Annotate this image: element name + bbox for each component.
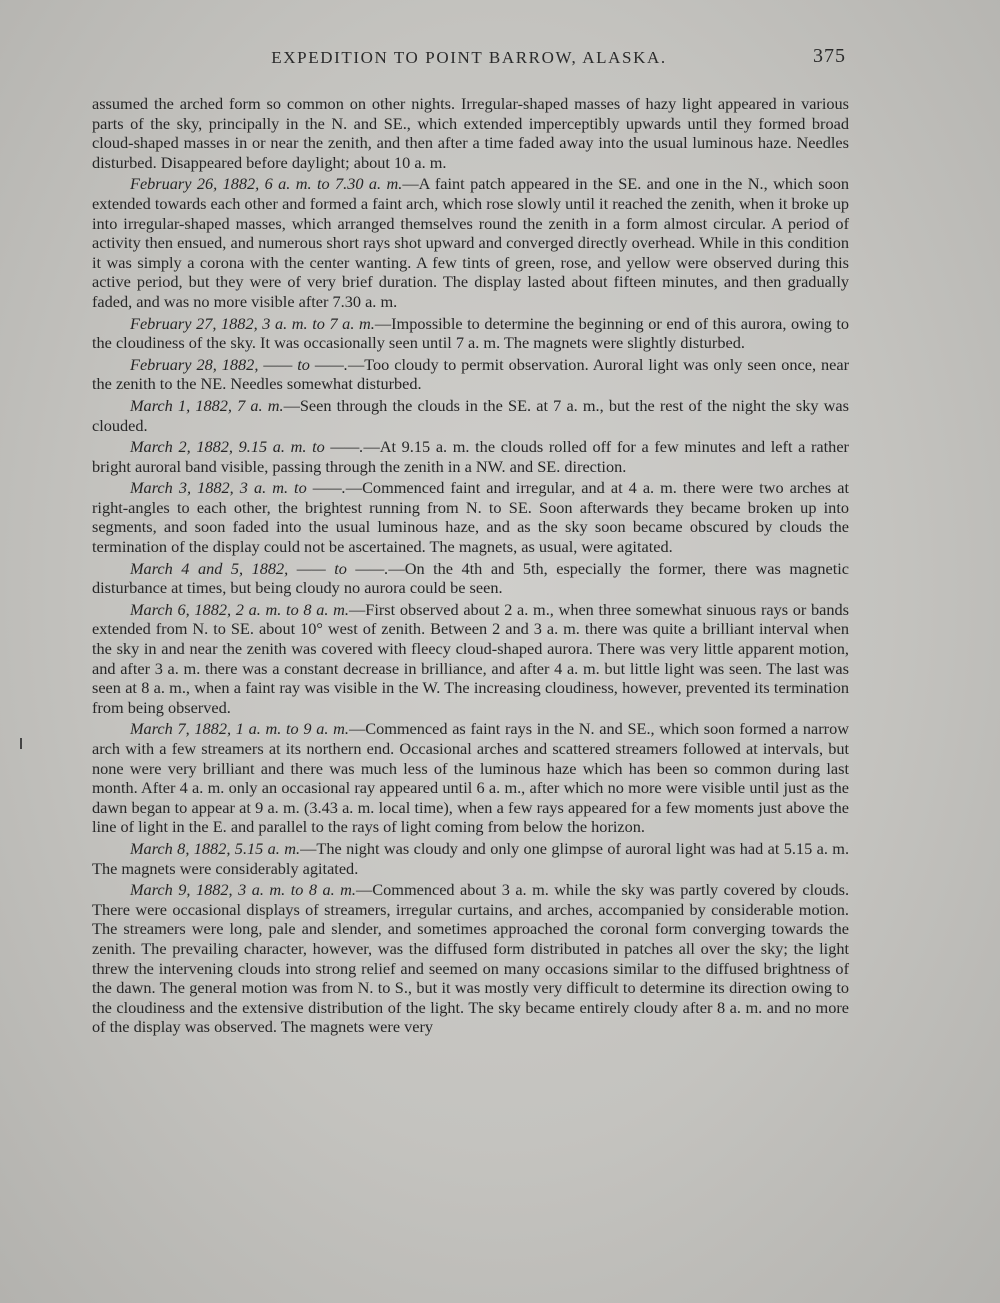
entry-time: 9.15 a. m. to ——. (238, 437, 364, 457)
paragraph-continuation (92, 94, 849, 172)
entry-text: —Seen through the clouds in the SE. at 7 a. m., but the rest of the night the sky was clouded. (92, 395, 849, 435)
entry-march-6 (92, 600, 849, 718)
entry-date: March 3, 1882, (130, 478, 240, 498)
entry-march-7 (92, 719, 849, 837)
entry-march-2 (92, 437, 849, 476)
entry-march-3 (92, 478, 849, 556)
entry-date: March 2, 1882, (130, 437, 239, 457)
entry-date: March 7, 1882, (130, 719, 236, 739)
entry-march-4-5 (92, 559, 849, 598)
entry-date: February 27, 1882, (130, 313, 263, 333)
entry-text: —Commenced faint and irregular, and at 4 a. m. there were two arches at right-angles to each other, the brightest running from N. to SE. Soon afterwards they became broken up into segments, and soon faded into the usual luminous haze, and as the sky soon became obscured by clouds the termination of the display could not be ascertained. The magnets, as usual, were agitated. (92, 478, 849, 557)
page-number: 375 (813, 45, 846, 67)
entry-text: —Commenced about 3 a. m. while the sky was partly covered by clouds. There were occasional displays of streamers, irregular curtains, and arches, accompanied by considerable motion. The streamers were long, pale and slender, and sometimes approached the coronal form converging towards the zenith. The prevailing character, however, was the diffused form distributed in patches all over the sky; the light threw the intervening clouds into strong relief and seemed on many occasions similar to the diffused brightness of the dawn. The general motion was from N. to S., but it was mostly very difficult to determine its direction owing to the cloudiness and the extensive distribution of the light. The sky became entirely cloudy after 8 a. m. and no more of the display was observed. The magnets were very (92, 880, 850, 1037)
body-text (92, 94, 849, 1037)
entry-february-26 (92, 174, 849, 311)
entry-march-1 (92, 396, 849, 435)
entry-text: —Too cloudy to permit observation. Auroral light was only seen once, near the zenith to the NE. Needles somewhat disturbed. (92, 354, 849, 394)
entry-time: —— to ——. (296, 558, 389, 578)
entry-time: 5.15 a. m. (234, 838, 301, 858)
entry-text: —On the 4th and 5th, especially the former, there was magnetic disturbance at times, but being cloudy no aurora could be seen. (92, 558, 849, 598)
entry-text: —At 9.15 a. m. the clouds rolled off for a few minutes and left a rather bright auroral band visible, passing through the zenith in a NW. and SE. direction. (92, 437, 849, 476)
entry-text: —Impossible to determine the beginning or end of this aurora, owing to the cloudiness of the sky. It was occasionally seen until 7 a. m. The magnets were slightly disturbed. (92, 313, 849, 353)
entry-text: —Commenced as faint rays in the N. and SE., which soon formed a narrow arch with a few streamers at its northern end. Occasional arches and scattered streamers followed at intervals, but none were very brilliant and there was much less of the luminous haze which has been so common during last month. After 4 a. m. only an occasional ray appeared until 6 a. m., after which no more were visible until just as the dawn began to appear at 9 a. m. (3.43 a. m. local time), when a few rays appeared for a few moments just above the line of light in the E. and parallel to the rays of light coming from below the horizon. (92, 719, 849, 837)
entry-date: March 4 and 5, 1882, (130, 558, 297, 578)
entry-march-8 (92, 839, 849, 878)
entry-time: 6 a. m. to 7.30 a. m. (264, 174, 403, 194)
entry-february-28 (92, 355, 849, 394)
entry-text: —The night was cloudy and only one glimpse of auroral light was had at 5.15 a. m. The magnets were considerably agitated. (92, 838, 850, 878)
margin-mark (20, 738, 22, 749)
entry-text: —A faint patch appeared in the SE. and one in the N., which soon extended towards each other and formed a faint arch, which rose slowly until it reached the zenith, when it broke up into irregular-shaped masses, which arranged themselves round the zenith in a form almost circular. A period of activity then ensued, and numerous short rays shot upward and converged directly overhead. While in this condition it was simply a corona with the center wanting. A few tints of green, rose, and yellow were observed during this active period, but they were of very brief duration. The display lasted about fifteen minutes, and then gradually faded, and was no more visible after 7.30 a. m. (92, 174, 849, 311)
entry-date: March 1, 1882, (130, 395, 238, 415)
entry-time: —— to ——. (263, 354, 348, 374)
entry-march-9 (92, 880, 849, 1037)
entry-date: March 6, 1882, (130, 599, 236, 619)
entry-february-27 (92, 314, 849, 353)
entry-date: March 9, 1882, (130, 880, 239, 900)
page-header (92, 45, 846, 76)
entry-time: 2 a. m. to 8 a. m. (235, 599, 350, 619)
entry-time: 1 a. m. to 9 a. m. (235, 719, 349, 739)
entry-time: 7 a. m. (237, 395, 284, 415)
entry-time: 3 a. m. to 8 a. m. (238, 880, 356, 900)
entry-date: March 8, 1882, (130, 838, 235, 858)
running-head: EXPEDITION TO POINT BARROW, ALASKA. (271, 48, 667, 67)
entry-text: —First observed about 2 a. m., when three somewhat sinuous rays or bands extended from N. to SE. about 10° west of zenith. Between 2 and 3 a. m. there was quite a brilliant interval when the sky in and near the zenith was covered with fleecy cloud-shaped aurora. There was very little apparent motion, and after 3 a. m. there was a constant decrease in brilliance, and after 4 a. m. but little light was seen. The last was seen at 8 a. m., when a faint ray was visible in the W. The increasing cloudiness, however, prevented its termination from being observed. (92, 599, 850, 717)
entry-date: February 28, 1882, (130, 354, 264, 374)
entry-date: February 26, 1882, (130, 174, 265, 194)
entry-text: assumed the arched form so common on other nights. Irregular-shaped masses of hazy light appeared in various parts of the sky, principally in the N. and SE., which extended imperceptibly upwards until they formed broad cloud-shaped masses in or near the zenith, and then after a time faded away into the usual luminous haze. Needles disturbed. Disappeared before daylight; about 10 a. m. (92, 94, 849, 172)
entry-time: 3 a. m. to 7 a. m. (262, 313, 375, 333)
entry-time: 3 a. m. to ——. (239, 478, 346, 498)
